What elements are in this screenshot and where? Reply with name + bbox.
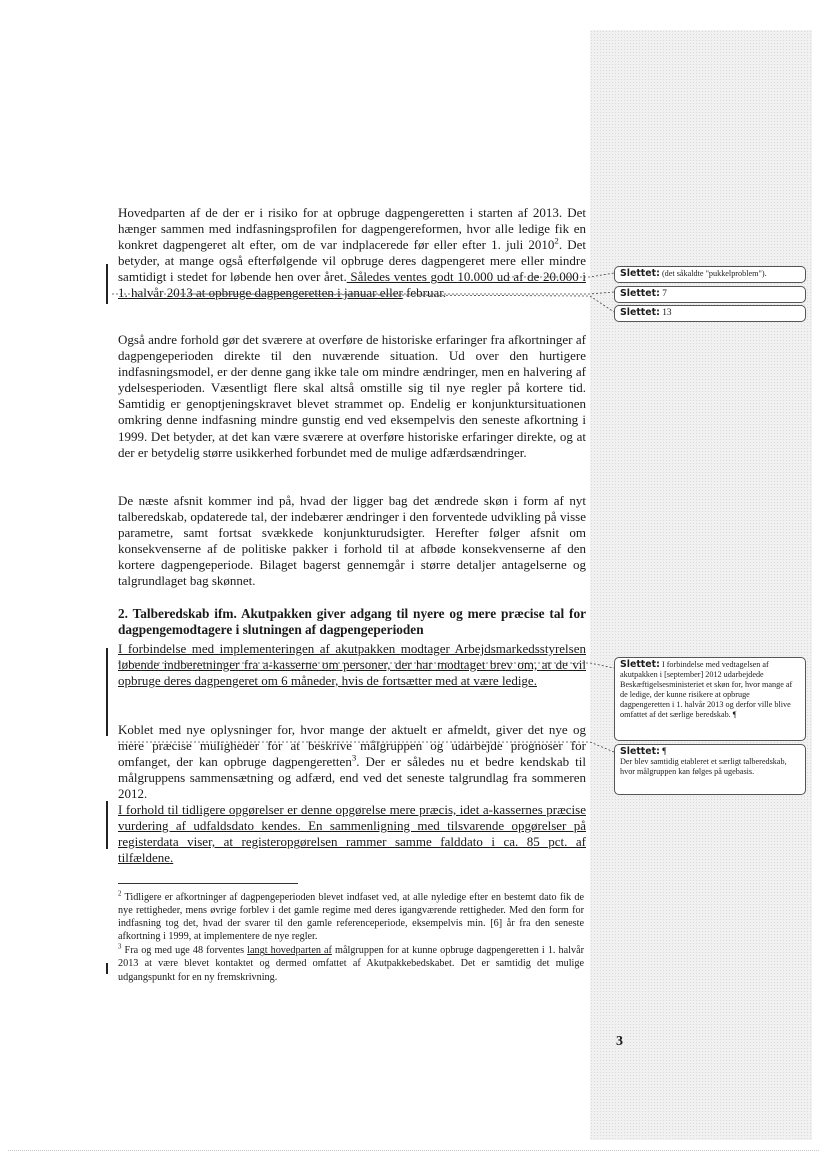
inserted-paragraph[interactable]: I forhold til tidligere opgørelser er denne opgørelse mere præcis, idet a-kassernes præcise vurdering af udfaldsdato kendes. En sammenligning med tilsvarende opgørelser på registerdata viser, at registeropgørelsen rammer samme falddato i ca. 85 pct. af tilfældene.: [118, 802, 586, 866]
body-paragraph: Også andre forhold gør det sværere at overføre de historiske erfaringer fra afkortninger af dagpengeperioden direkte til den nuværende situation. Ud over den hurtigere indfasningsmodel, er der denne gang ikke tale om mindre ændringer, men en halvering af ydelsesperioden. Væsentligt flere skal altså omstille sig til nye regler på kortere tid. Samtidig er genoptjeningskravet blevet strammet op. Endelig er konjunktursituationen omkring denne indfasning mindre gunstig end ved eksempelvis den seneste afkortning i 1999. Det betyder, at det kan være sværere at overføre historiske erfaringer direkte, og at der er betydelig større usikkerhed forbundet med de mulige adfærdsændringer.: [118, 332, 586, 460]
comment-balloon-deleted[interactable]: Slettet: (det såkaldte "pukkelproblem").: [614, 266, 806, 283]
body-paragraph: Koblet med nye oplysninger for, hvor mange der aktuelt er afmeldt, giver det nye og mere præcise muligheder for at beskrive målgruppen og udarbejde prognoser for omfanget, der kan opbruge dagpengeretten$^3$. Der er således nu et bedre kendskab til målgruppens sammensætning og adfærd, end ved det seneste talgrundlag fra sommeren 2012.: [118, 722, 587, 802]
footnote-2: $^2$ Tidligere er afkortninger af dagpengeperioden blevet indfaset ved, at alle nyledige efter en bestemt dato fik de nye rettigheder, mens øvrige forblev i det gamle regime med deres igangværende rettigheder. Med den form for indfasning tog det, hvad der svarer til den gamle referenceperiode, eksempelvis min. [6] år fra den seneste afkortning i 1999, at implementere de nye regler.: [118, 890, 584, 943]
section-heading: 2. Talberedskab ifm. Akutpakken giver adgang til nyere og mere præcise tal for dagpengemodtagere i slutningen af dagpengeperioden: [118, 606, 586, 638]
footnote-reference[interactable]: 3: [351, 752, 357, 763]
comment-balloon-deleted[interactable]: Slettet: 7: [614, 286, 806, 303]
footnote-3: $^3$ Fra og med uge 48 forventes langt hovedparten af målgruppen for at kunne opbruge dagpengeretten i 1. halvår 2013 at være blevet kontaktet og dermed omfattet af Akutpakkebedskabet. Det er samtidig det mulige udgangspunkt for en ny fremskrivning.: [118, 943, 584, 983]
body-paragraph: Hovedparten af de der er i risiko for at opbruge dagpengeretten i starten af 2013. Det hænger sammen med indfasningsprofilen for dagpengereformen, hvor alle ledige fik en konkret dagpengeret alt efter, om de var indplacerede før eller efter 1. juli 2010$^2$. Det betyder, at mange også efterfølgende vil opbruge deres dagpengeret mere eller mindre samtidigt i stedet for løbende hen over året. Således ventes godt 10.000 ud af de 20.000 i 1. halvår 2013 at opbruge dagpengeretten i januar eller februar.: [118, 205, 587, 301]
footnote-reference[interactable]: 2: [554, 235, 559, 246]
comment-balloon-deleted[interactable]: Slettet: I forbindelse med vedtagelsen af akutpakken i [september] 2012 udarbejdede Beskæftigelsesministeriet et skøn for, hvor mange af de ledige, der kunne risikere at opbruge dagpengeretten i 1. halvår 2013 og derfor ville blive omfattet af det særlige beredskab. ¶: [614, 657, 806, 741]
inserted-paragraph[interactable]: I forbindelse med implementeringen af akutpakken modtager Arbejdsmarkedsstyrelsen løbende indberetninger fra a-kasserne om personer, der har modtaget brev om, at de vil opbruge deres dagpengeret om 6 måneder, hvis de fortsætter med at være ledige.: [118, 641, 586, 689]
comment-balloon-deleted[interactable]: Slettet: 13: [614, 305, 806, 322]
inserted-text[interactable]: Således ventes godt 10.000 ud af de 20.000 i 1. halvår 2013 at opbruge dagpengeretten i januar eller: [118, 269, 587, 301]
comment-balloon-deleted[interactable]: Slettet: ¶ Der blev samtidig etableret et særligt talberedskab, hvor målgruppen kan følges på ugebasis.: [614, 744, 806, 795]
page-number: 3: [616, 1034, 623, 1049]
body-paragraph: De næste afsnit kommer ind på, hvad der ligger bag det ændrede skøn i form af nyt talberedskab, opdaterede tal, der indebærer ændringer i den forventede udvikling på visse parametre, samt fortsat svækkede konjunkturudsigter. Herefter følger afsnit om konsekvenserne af de politiske pakker i forhold til at afbøde konsekvenserne af den kortere dagpengeperiode. Bilaget bagerst gennemgår i større detaljer antagelserne og talgrundlaget bag skønnet.: [118, 493, 586, 589]
